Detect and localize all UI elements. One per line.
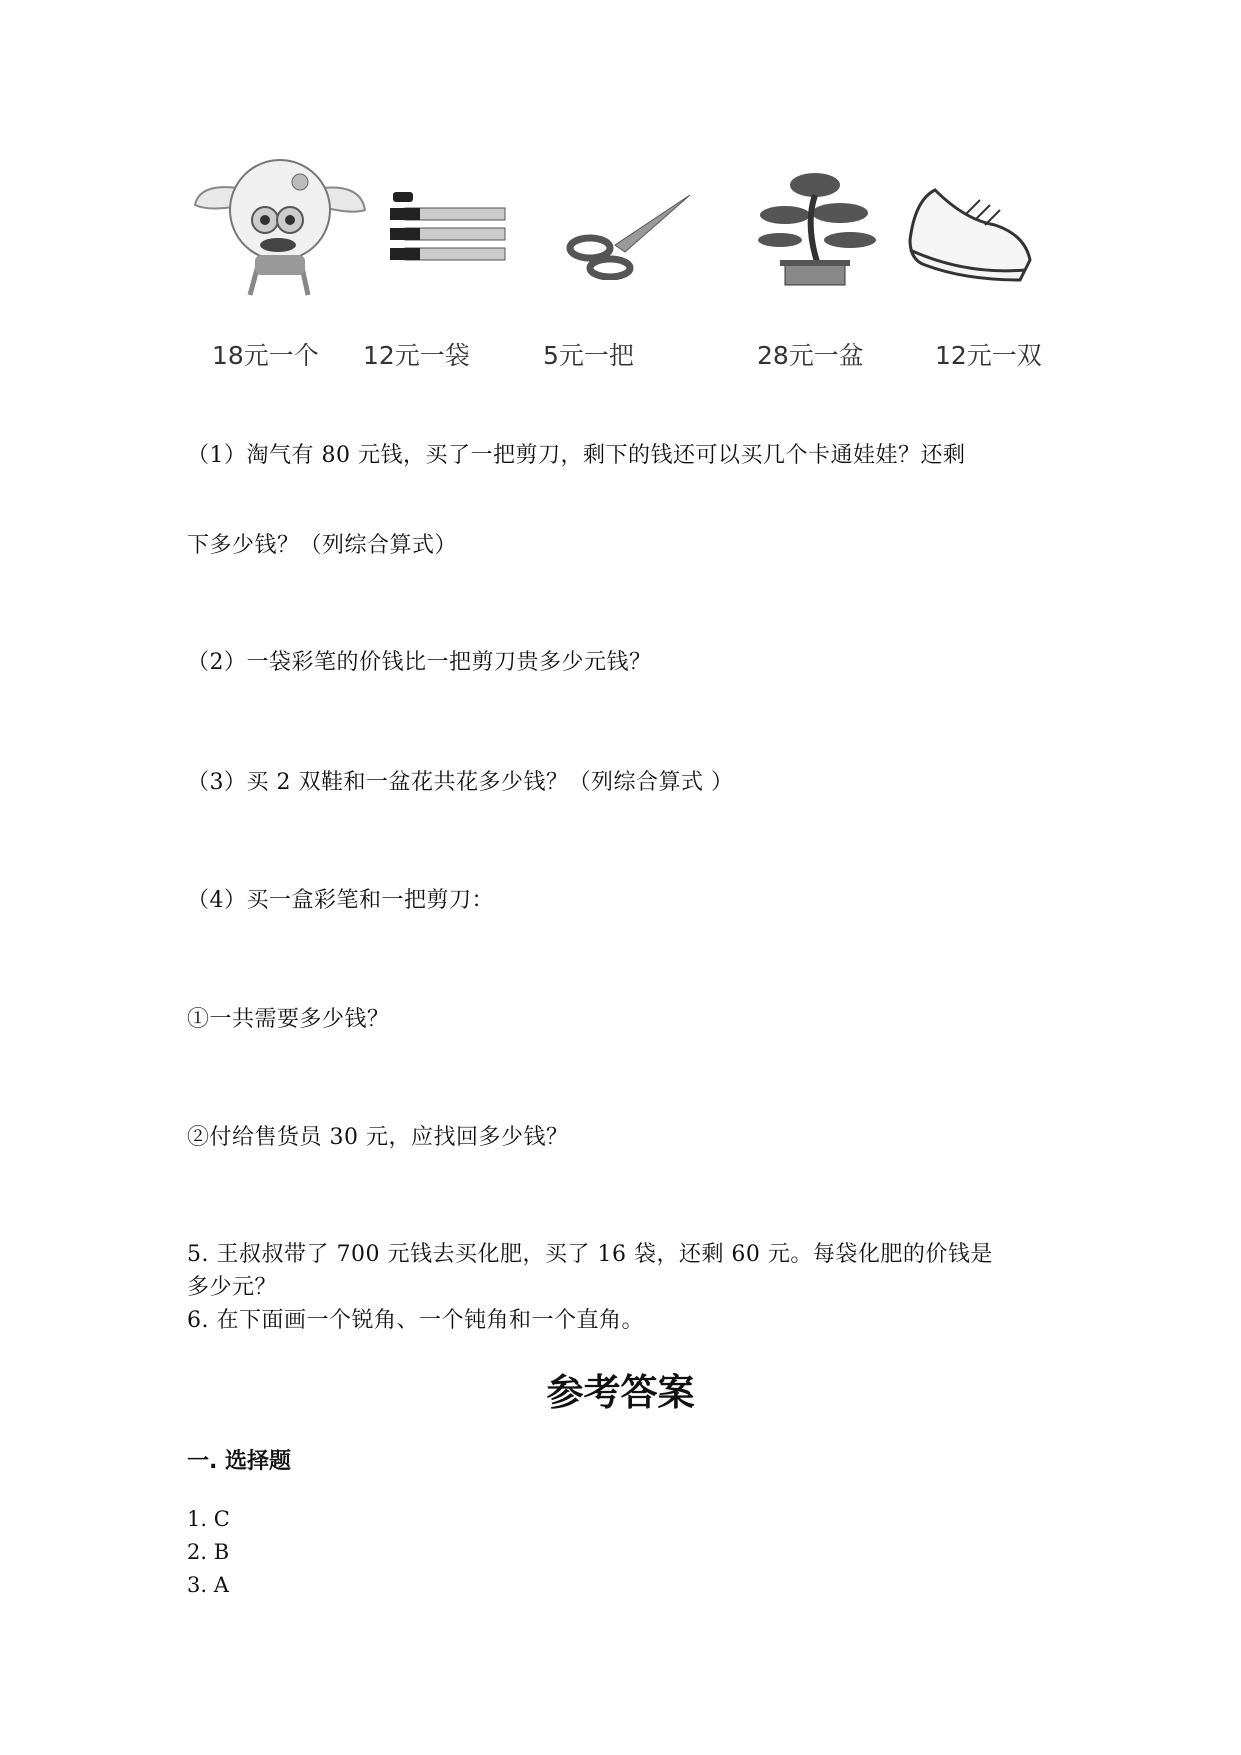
bonsai-plant-icon — [750, 165, 880, 295]
price-label-doll: 18元一个 — [212, 341, 319, 370]
answer-item: 1. C — [187, 1507, 230, 1531]
cartoon-doll-icon — [190, 150, 370, 300]
answer-title: 参考答案 — [546, 1371, 695, 1414]
problem-5-line-2: 多少元？ — [187, 1275, 278, 1300]
question-3: （3）买 2 双鞋和一盆花共花多少钱？（列综合算式 ） — [187, 770, 734, 795]
scissors-icon — [565, 190, 695, 280]
question-4-part-a: ①一共需要多少钱？ — [187, 1007, 390, 1032]
question-4: （4）买一盒彩笔和一把剪刀： — [187, 888, 494, 913]
problem-6: 6. 在下面画一个锐角、一个钝角和一个直角。 — [187, 1308, 644, 1333]
price-label-sneaker: 12元一双 — [935, 341, 1042, 370]
section-title: 一. 选择题 — [187, 1449, 292, 1474]
price-label-bonsai: 28元一盆 — [757, 341, 864, 370]
question-4-part-b: ②付给售货员 30 元，应找回多少钱？ — [187, 1125, 569, 1150]
answer-item: 2. B — [187, 1540, 230, 1564]
problem-5-line-1: 5. 王叔叔带了 700 元钱去买化肥，买了 16 袋，还剩 60 元。每袋化肥的价钱是 — [187, 1242, 993, 1267]
price-label-pens: 12元一袋 — [363, 341, 470, 370]
question-2: （2）一袋彩笔的价钱比一把剪刀贵多少元钱？ — [187, 650, 652, 675]
question-1-line-2: 下多少钱？（列综合算式） — [187, 533, 458, 558]
price-label-scissors: 5元一把 — [543, 341, 634, 370]
answer-item: 3. A — [187, 1573, 229, 1597]
marker-pens-icon — [385, 190, 515, 270]
sneaker-icon — [905, 180, 1035, 290]
question-1-line-1: （1）淘气有 80 元钱，买了一把剪刀，剩下的钱还可以买几个卡通娃娃？还剩 — [187, 443, 966, 468]
